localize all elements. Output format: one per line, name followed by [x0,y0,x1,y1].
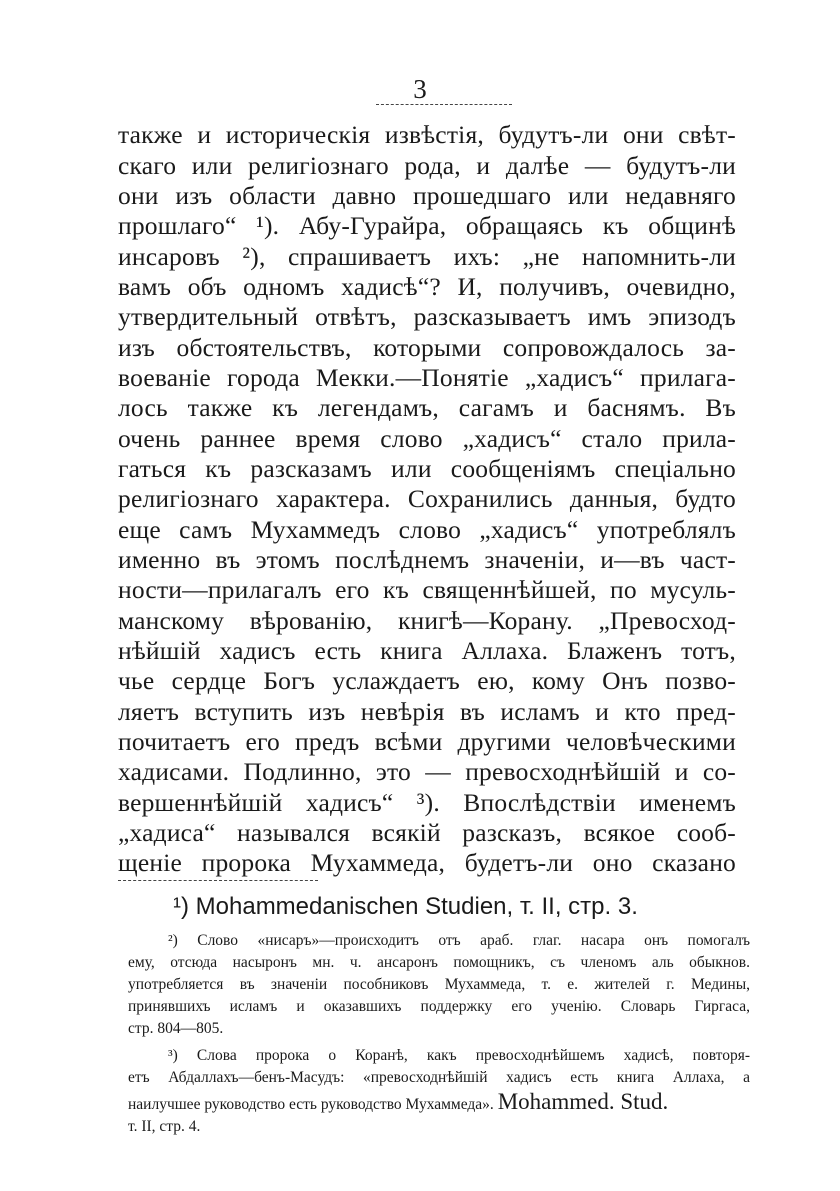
footnote-marker: ¹) [173,893,189,920]
footnote-line [168,930,750,952]
page-number: 3 [413,74,427,104]
footnote-line: стр. 804—805. [128,1020,224,1037]
text-line: скаго или религіознаго рода, и далѣе — будутъ-ли [118,151,736,180]
footnote-line: етъ Абдаллахъ—бенъ-Масудъ: «превосходнѣйшій хадисъ есть книга Аллаха, а [128,1069,750,1086]
text-line: вершеннѣйшій хадисъ“ ³). Впослѣдствіи именемъ [118,788,736,817]
text-line: ности—прилагалъ его къ священнѣйшей, по мусуль- [118,575,736,604]
footnote-line [168,1045,750,1067]
text-line: гаться къ разсказамъ или сообщеніямъ спеціально [118,454,736,483]
footnote-text: Mohammedanischen Studien, т. II, стр. 3. [195,893,638,920]
page-number-rule [376,104,512,105]
text-line: именно въ этомъ послѣднемъ значеніи, и—въ част- [118,545,736,574]
text-line: они изъ области давно прошедшаго или недавняго [118,181,736,210]
text-line: вамъ объ одномъ хадисѣ“? И, получивъ, очевидно, [118,272,736,301]
text-line: „хадиса“ назывался всякій разсказъ, всякое сооб- [118,818,736,847]
text-line: также и историческія извѣстія, будутъ-ли они свѣт- [118,120,736,149]
text-line: еще самъ Мухаммедъ слово „хадисъ“ употреблялъ [118,515,736,544]
footnote-separator [118,880,318,881]
text-line: изъ обстоятельствъ, которыми сопровождалось за- [118,333,736,362]
text-line: лось также къ легендамъ, сагамъ и баснямъ. Въ [118,393,736,422]
footnote-1 [173,892,638,922]
footnote-marker: ²) [168,932,178,949]
footnote-citation: Mohammed. Stud. [497,1089,669,1114]
footnote-marker: ³) [168,1047,178,1064]
text-line: манскому вѣрованію, книгѣ—Корану. „Превосход- [118,606,736,635]
text-line: щеніе пророка Мухаммеда, будетъ-ли оно сказано [118,848,736,877]
text-line: прошлаго“ ¹). Абу-Гурайра, обращаясь къ общинѣ [118,211,736,240]
footnote-text: наилучшее руководство есть руководство Мухаммеда». [128,1096,494,1113]
text-line: воеваніе города Мекки.—Понятіе „хадисъ“ прилага- [118,363,736,392]
text-line: утвердительный отвѣтъ, разсказываетъ имъ эпизодъ [118,302,736,331]
text-line: чье сердце Богъ услаждаетъ ею, кому Онъ позво- [118,666,736,695]
text-line: ляетъ вступить изъ невѣрія въ исламъ и кто пред- [118,697,736,726]
footnote-line: употребляется въ значеніи пособниковъ Мухаммеда, т. е. жителей г. Медины, [128,976,750,993]
text-line: хадисами. Подлинно, это — превосходнѣйшій и со- [118,757,736,786]
footnote-text: Слова пророка о Коранѣ, какъ превосходнѣйшемъ хадисѣ, повторя- [196,1047,750,1064]
text-line: инсаровъ ²), спрашиваетъ ихъ: „не напомнить-ли [118,242,736,271]
footnote-line: принявшихъ исламъ и оказавшихъ поддержку его ученію. Словарь Гиргаса, [128,998,750,1015]
footnote-line: ему, отсюда насыронъ мн. ч. ансаронъ помощникъ, съ членомъ аль обыкнов. [128,954,750,971]
text-line: нѣйшій хадисъ есть книга Аллаха. Блаженъ тотъ, [118,636,736,665]
text-line: религіознаго характера. Сохранились данныя, будто [118,484,736,513]
footnote-line: т. II, стр. 4. [128,1118,201,1135]
text-line: почитаетъ его предъ всѣми другими человѣческими [118,727,736,756]
text-line: очень раннее время слово „хадисъ“ стало прила- [118,424,736,453]
footnote-text: Слово «нисаръ»—происходитъ отъ араб. глаг. насара онъ помогалъ [197,932,750,949]
footnote-line [128,1091,750,1113]
